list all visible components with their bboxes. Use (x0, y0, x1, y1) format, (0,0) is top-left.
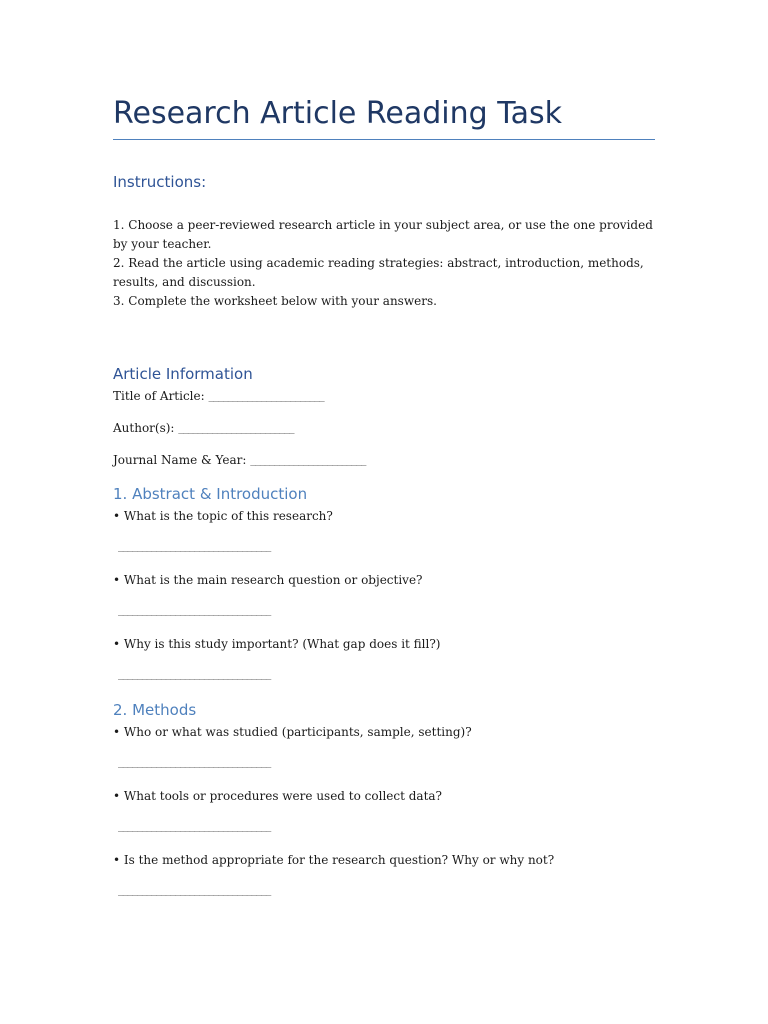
journal-year-blank[interactable]: ________________________ (250, 457, 366, 467)
answer-line-research-objective[interactable]: ________________________________ (118, 607, 271, 617)
article-title-blank[interactable]: ________________________ (208, 393, 325, 403)
question-method-appropriateness: • Is the method appropriate for the research question? Why or why not? (113, 853, 555, 867)
answer-line-data-collection[interactable]: ________________________________ (118, 823, 271, 833)
question-data-collection: • What tools or procedures were used to collect data? (113, 789, 442, 803)
authors-field (113, 419, 294, 439)
instruction-item-3: 3. Complete the worksheet below with your answers. (113, 294, 437, 308)
question-study-importance: • Why is this study important? (What gap does it fill?) (113, 637, 441, 651)
title-underline-rule (113, 139, 655, 140)
instruction-item-1: 1. Choose a peer-reviewed research article in your subject area, or use the one provided by your teacher. (113, 218, 653, 251)
article-title-field (113, 387, 324, 407)
question-research-objective: • What is the main research question or objective? (113, 573, 423, 587)
authors-label: Author(s): (113, 421, 179, 435)
article-information-heading: Article Information (113, 365, 253, 383)
journal-year-label: Journal Name & Year: (113, 453, 251, 467)
authors-blank[interactable]: ________________________ (178, 425, 294, 435)
document-title: Research Article Reading Task (113, 96, 562, 131)
question-participants: • Who or what was studied (participants, sample, setting)? (113, 725, 472, 739)
section-heading-abstract-introduction: 1. Abstract & Introduction (113, 485, 308, 503)
answer-line-study-importance[interactable]: ________________________________ (118, 671, 271, 681)
question-topic: • What is the topic of this research? (113, 509, 333, 523)
article-title-label: Title of Article: (113, 389, 209, 403)
answer-line-method-appropriateness[interactable]: ________________________________ (118, 887, 271, 897)
instructions-heading: Instructions: (113, 173, 207, 191)
section-heading-methods: 2. Methods (113, 701, 197, 719)
answer-line-participants[interactable]: ________________________________ (118, 759, 271, 769)
journal-year-field (113, 451, 366, 471)
instruction-item-2: 2. Read the article using academic reading strategies: abstract, introduction, methods, results, and discussion. (113, 256, 644, 289)
answer-line-topic[interactable]: ________________________________ (118, 543, 271, 553)
